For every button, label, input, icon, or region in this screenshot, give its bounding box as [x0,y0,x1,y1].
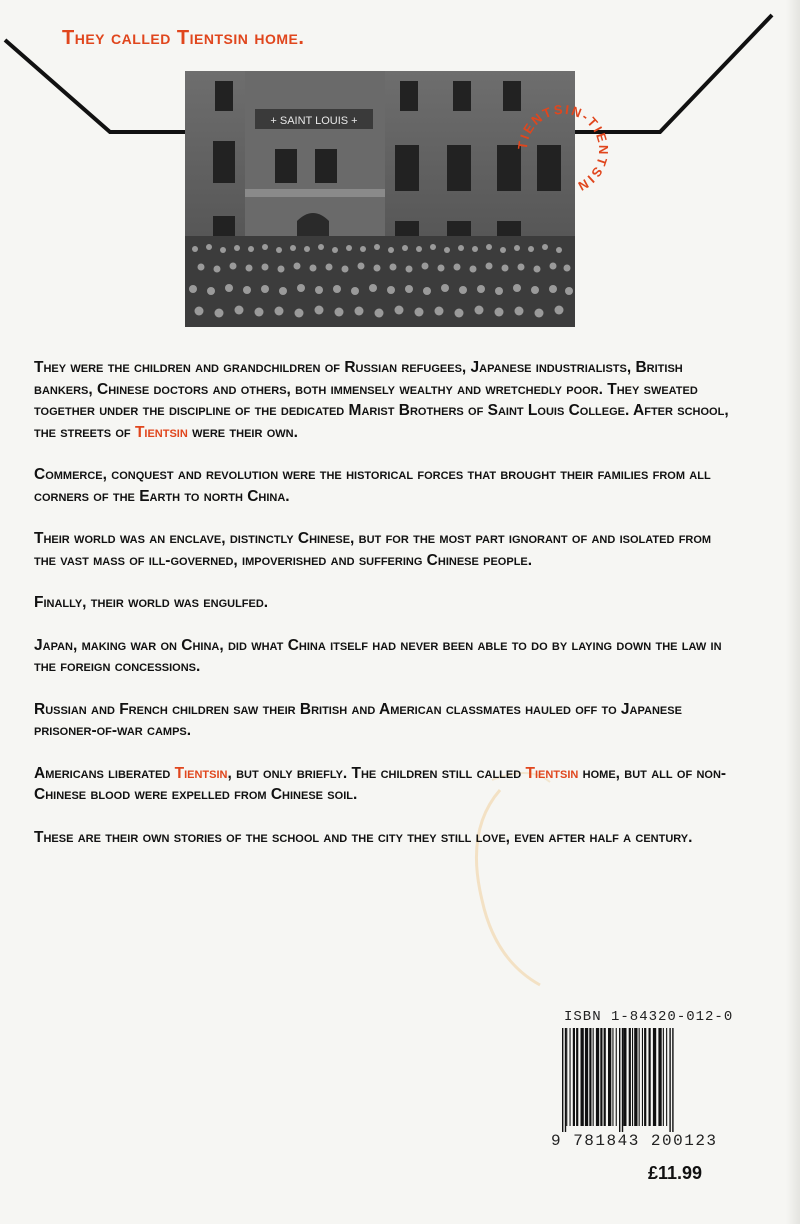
barcode-bar [608,1028,611,1126]
barcode-bar [672,1028,673,1132]
blurb-paragraph-4: Finally, their world was engulfed. [34,594,269,611]
blurb-paragraph-1: They were the children and grandchildren of Russian refugees, Japanese industrialists, British bankers, Chinese doctors and others, both immensely wealthy and wretchedly poor. They sweated together under the discipline of the dedicated Marist Brothers of Saint Louis College. After school, the streets of Tientsin were their own. [34,359,729,441]
barcode-bar [629,1028,631,1126]
barcode-bar [589,1028,591,1126]
barcode-bar [649,1028,651,1126]
barcode-bar [616,1028,617,1126]
stamp-text: TIENTSIN-TIENTSIN [514,101,612,195]
barcode-bar [596,1028,599,1126]
barcode [560,1028,710,1132]
barcode-bar [573,1028,575,1126]
barcode-bar [585,1028,588,1126]
barcode-bar [612,1028,613,1126]
barcode-bar [634,1028,637,1126]
barcode-bar [562,1028,563,1132]
tientsin-highlight: Tientsin [174,764,228,782]
barcode-bar [658,1028,661,1126]
blurb-paragraph-2: Commerce, conquest and revolution were the historical forces that brought their families from all corners of the Earth to north China. [34,466,711,505]
barcode-bar [666,1028,667,1126]
barcode-bar [566,1028,567,1126]
tientsin-stamp [508,95,618,205]
barcode-bar [623,1028,626,1126]
building-sign: + SAINT LOUIS + [270,115,358,127]
barcode-bar [604,1028,606,1126]
barcode-bar [669,1028,670,1132]
barcode-digits: 9 781843 200123 [551,1132,718,1150]
barcode-bar [644,1028,646,1126]
tientsin-highlight: Tientsin [134,423,188,441]
header-title: They called Tientsin home. [62,27,305,49]
blurb-paragraph-6: Russian and French children saw their British and American classmates hauled off to Japanese prisoner-of-war camps. [34,700,682,739]
barcode-bar [663,1028,664,1126]
barcode-bar [600,1028,602,1126]
barcode-bar [639,1028,640,1126]
blurb-paragraph-8: These are their own stories of the school and the city they still love, even after half a century. [34,828,693,846]
barcode-bar [593,1028,594,1126]
barcode-bar [642,1028,643,1126]
barcode-bar [570,1028,571,1126]
barcode-bar [576,1028,578,1126]
blurb-paragraph-5: Japan, making war on China, did what China itself had never been able to do by laying down the law in the foreign concessions. [34,636,722,675]
tientsin-highlight: Tientsin [525,764,579,782]
isbn-label: ISBN 1-84320-012-0 [564,1009,734,1025]
blurb-paragraph-7: Americans liberated Tientsin, but only briefly. The children still called Tientsin home, but all of non-Chinese blood were expelled from Chinese soil. [34,764,727,803]
barcode-bar [581,1028,584,1126]
blurb-paragraph-3: Their world was an enclave, distinctly Chinese, but for the most part ignorant of and isolated from the vast mass of ill-governed, impoverished and suffering Chinese people. [34,530,712,569]
cover-edge-shadow [786,0,800,1224]
barcode-bar [565,1028,566,1132]
barcode-bar [653,1028,656,1126]
svg-text:TIENTSIN-TIENTSIN [515,102,611,195]
barcode-bar [619,1028,620,1132]
barcode-bar [622,1028,623,1132]
price: £11.99 [648,1163,703,1183]
blurb [34,357,734,869]
barcode-bar [632,1028,633,1126]
